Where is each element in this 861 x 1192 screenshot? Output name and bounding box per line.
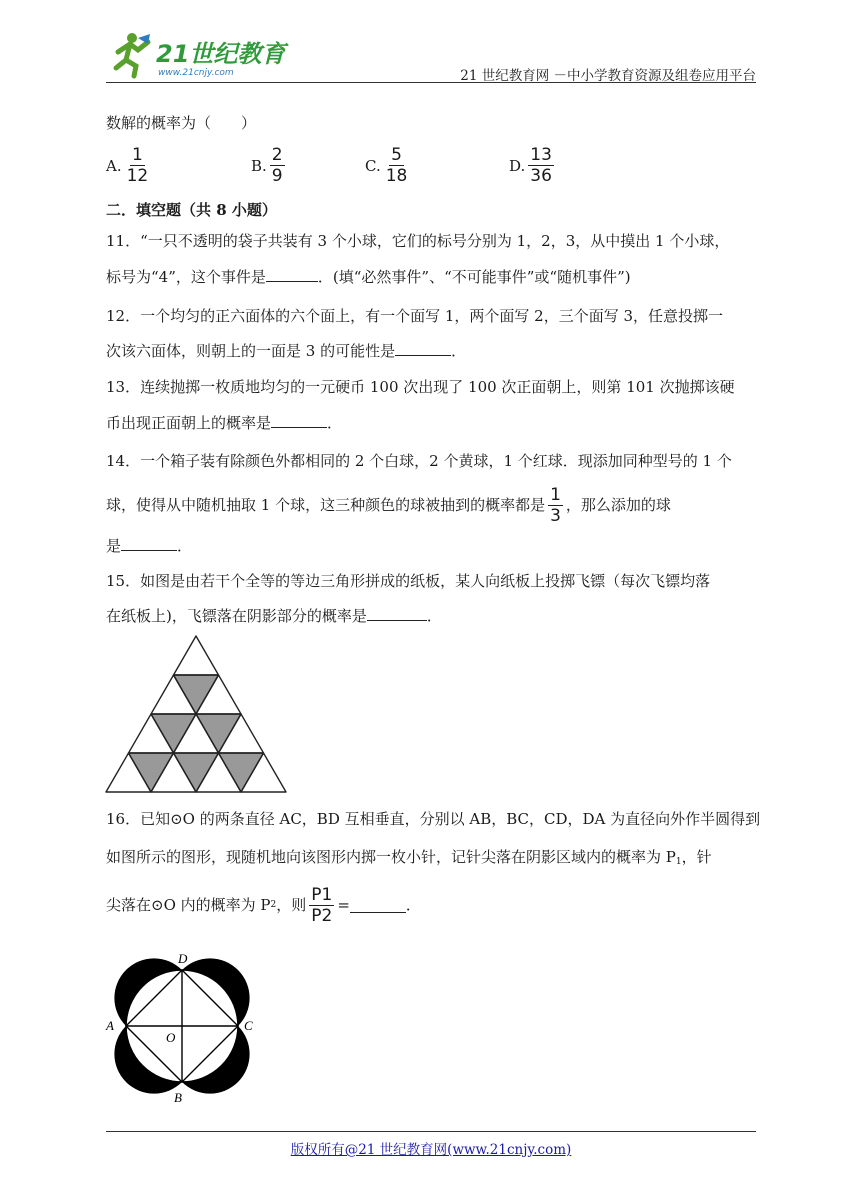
label-o: O xyxy=(166,1030,176,1045)
shaded-triangle xyxy=(174,753,219,792)
q10-text: 数解的概率为（ ） xyxy=(106,114,257,132)
triangle-figure xyxy=(104,634,288,800)
section-title: 二．填空题（共 8 小题） xyxy=(106,201,277,219)
q11-line2: 标号为“4”，这个事件是 ．(填“必然事件”、“不可能事件”或“随机事件”) xyxy=(106,268,631,286)
q16-line1: 16．已知⊙O 的两条直径 AC，BD 互相垂直，分别以 AB，BC，CD，DA 为直径向外作半圆得到 xyxy=(106,810,761,828)
q14-line2: 球，使得从中随机抽取 1 个球，这三种颜色的球被抽到的概率都是 $\frac{1}{3}$ ，那么添加的球 xyxy=(106,484,671,526)
q11-line1: 11．“一只不透明的袋子共装有 3 个小球，它们的标号分别为 1，2，3，从中摸出 1 个小球， xyxy=(106,232,730,250)
site-tagline: 21 世纪教育网 －中小学教育资源及组卷应用平台 xyxy=(460,68,756,84)
footer-copyright-link[interactable]: 版权所有@21 世纪教育网(www.21cnjy.com) xyxy=(290,1142,572,1158)
header-divider xyxy=(106,82,756,83)
q14-line1: 14．一个箱子装有除颜色外都相同的 2 个白球，2 个黄球，1 个红球．现添加同种型号的 1 个 xyxy=(106,452,732,470)
q10-option-a: A. $\frac{1}{12}$ xyxy=(106,145,149,186)
label-a: A xyxy=(106,1018,114,1033)
answer-blank xyxy=(395,341,451,356)
answer-blank xyxy=(350,898,406,913)
label-d: D xyxy=(178,951,188,966)
fraction: $\frac{1}{12}$ xyxy=(126,145,149,186)
fraction: $\frac{P1}{P2}$ xyxy=(311,884,333,926)
fraction: $\frac{5}{18}$ xyxy=(385,145,408,186)
svg-text:www.21cnjy.com: www.21cnjy.com xyxy=(158,68,234,78)
q16-line2: 如图所示的图形，现随机地向该图形内掷一枚小针，记针尖落在阴影区域内的概率为 $P_1$，针 xyxy=(106,848,712,867)
fraction: $\frac{13}{36}$ xyxy=(530,145,552,186)
q12-line1: 12．一个均匀的正六面体的六个面上，有一个面写 1，两个面写 2，三个面写 3，任意投掷一 xyxy=(106,307,724,325)
site-logo xyxy=(104,28,294,80)
q10-option-d: D. $\frac{13}{36}$ xyxy=(509,145,552,186)
shaded-triangle xyxy=(151,714,196,753)
q14-line3: 是 ． xyxy=(106,537,193,555)
label-b: B xyxy=(174,1090,182,1105)
answer-blank xyxy=(271,413,327,428)
answer-blank xyxy=(121,536,177,551)
q15-line1: 15．如图是由若干个全等的等边三角形拼成的纸板，某人向纸板上投掷飞镖（每次飞镖均落 xyxy=(106,572,711,590)
svg-text:21世纪教育: 21世纪教育 xyxy=(156,40,286,68)
circle-figure xyxy=(102,948,266,1110)
q10-option-b: B. $\frac{2}{9}$ xyxy=(251,145,283,186)
fraction: $\frac{2}{9}$ xyxy=(271,145,283,186)
shaded-triangle xyxy=(219,753,264,792)
footer-divider xyxy=(106,1131,756,1132)
q13-line1: 13．连续抛掷一枚质地均匀的一元硬币 100 次出现了 100 次正面朝上，则第 101 次抛掷该硬 xyxy=(106,378,735,396)
q15-line2: 在纸板上)，飞镖落在阴影部分的概率是 ． xyxy=(106,607,442,625)
label-c: C xyxy=(244,1018,253,1033)
q12-line2: 次该六面体，则朝上的一面是 3 的可能性是 ． xyxy=(106,342,467,360)
q13-line2: 币出现正面朝上的概率是 ． xyxy=(106,414,343,432)
q16-line3: 尖落在⊙O 内的概率为 P 2 ，则 $\frac{P1}{P2}$ = ． xyxy=(106,884,421,926)
runner-logo-icon xyxy=(116,33,150,76)
answer-blank xyxy=(367,606,427,621)
fraction: $\frac{1}{3}$ xyxy=(550,484,561,526)
answer-blank xyxy=(266,267,318,282)
q10-option-c: C. $\frac{5}{18}$ xyxy=(365,145,408,186)
shaded-triangle xyxy=(129,753,174,792)
shaded-triangle xyxy=(174,675,219,714)
shaded-triangle xyxy=(196,714,241,753)
